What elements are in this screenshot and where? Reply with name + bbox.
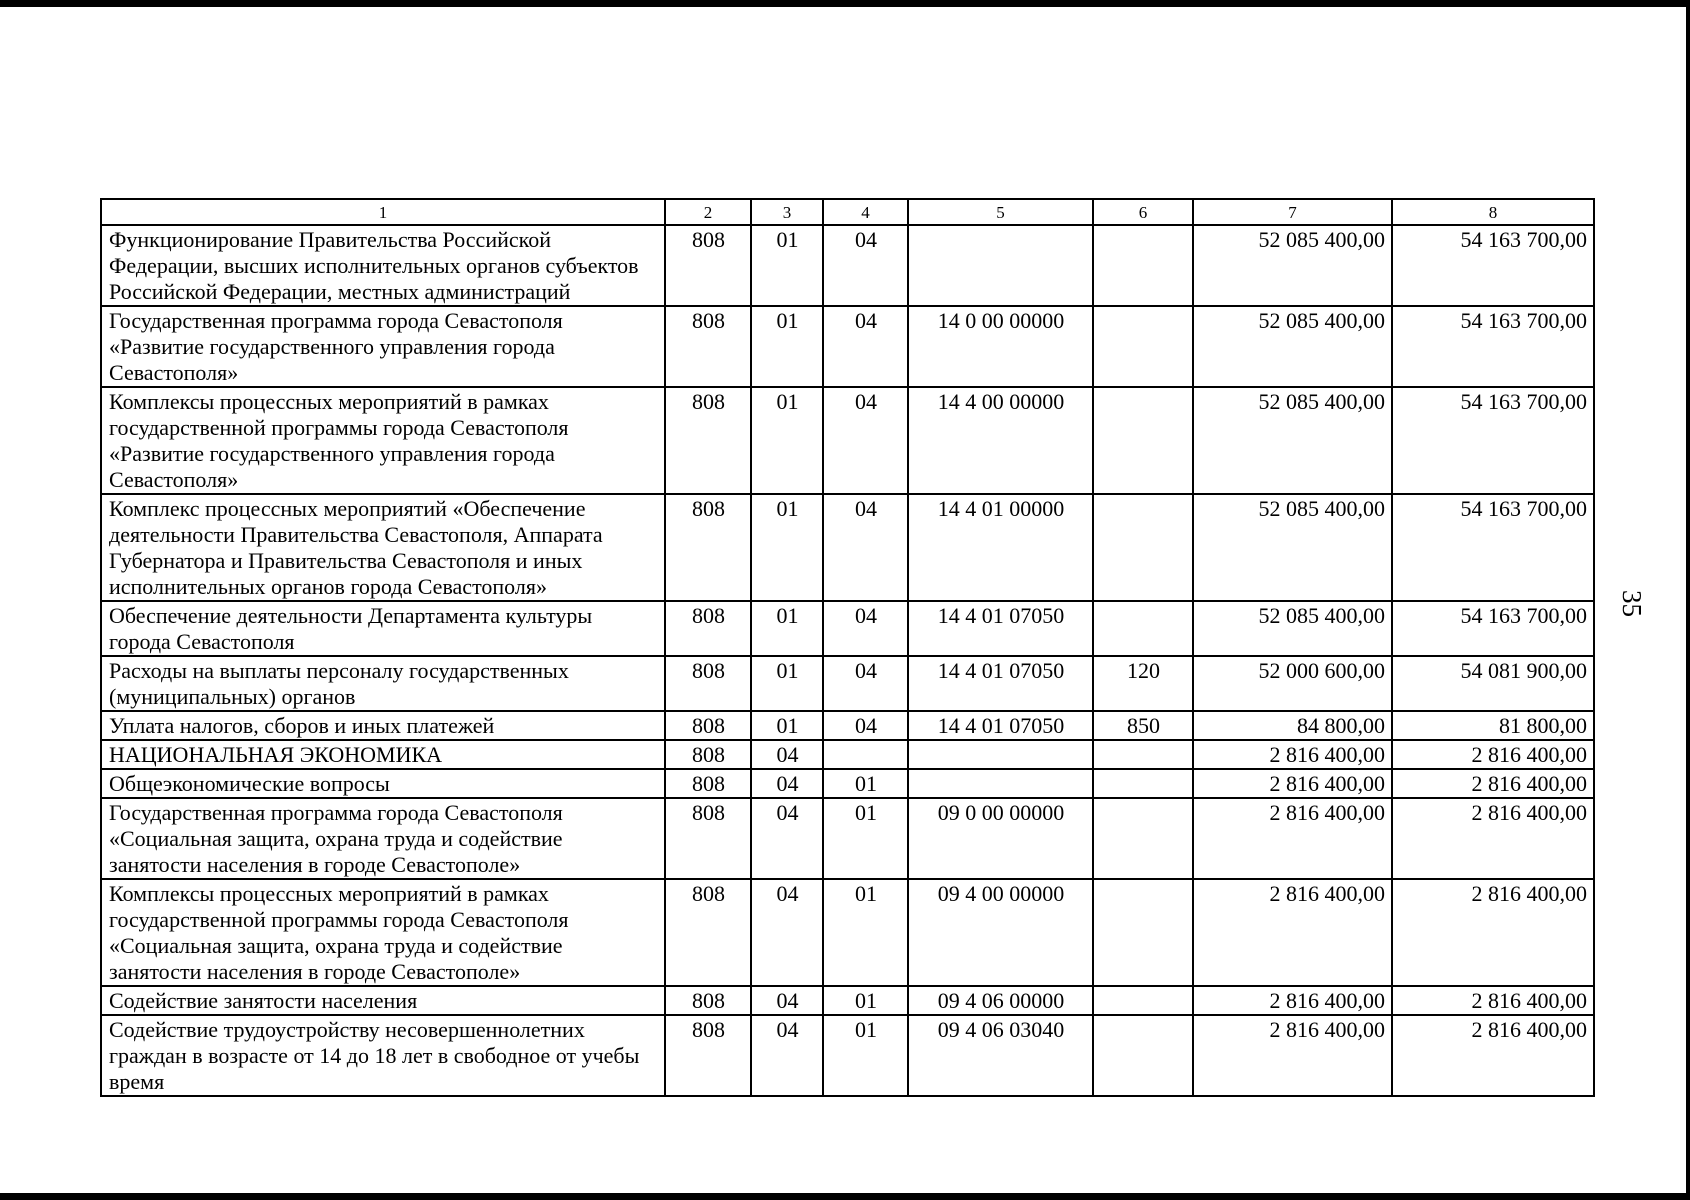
header-cell-1: 1 <box>101 199 665 225</box>
cell-expense-type <box>1093 306 1193 387</box>
cell-amount-1: 52 085 400,00 <box>1193 225 1392 306</box>
cell-target-article: 14 4 01 00000 <box>908 494 1093 601</box>
cell-amount-1: 52 085 400,00 <box>1193 387 1392 494</box>
cell-ministry-code: 808 <box>665 798 751 879</box>
cell-target-article: 14 4 01 07050 <box>908 711 1093 740</box>
cell-expense-type <box>1093 740 1193 769</box>
row-name: Государственная программа города Севастополя «Социальная защита, охрана труда и содействие занятости населения в городе Севастополе» <box>101 798 665 879</box>
cell-expense-type <box>1093 769 1193 798</box>
cell-subsection: 01 <box>823 1015 908 1096</box>
cell-ministry-code: 808 <box>665 711 751 740</box>
row-name: Расходы на выплаты персоналу государственных (муниципальных) органов <box>101 656 665 711</box>
row-name: Функционирование Правительства Российской Федерации, высших исполнительных органов субъектов Российской Федерации, местных администраций <box>101 225 665 306</box>
row-name: Уплата налогов, сборов и иных платежей <box>101 711 665 740</box>
cell-ministry-code: 808 <box>665 494 751 601</box>
cell-amount-2: 2 816 400,00 <box>1392 740 1594 769</box>
cell-amount-2: 2 816 400,00 <box>1392 1015 1594 1096</box>
table-row <box>101 601 1594 656</box>
cell-target-article <box>908 769 1093 798</box>
cell-amount-1: 2 816 400,00 <box>1193 879 1392 986</box>
table-row <box>101 798 1594 879</box>
cell-subsection: 01 <box>823 798 908 879</box>
table-row <box>101 225 1594 306</box>
table-row <box>101 769 1594 798</box>
budget-table <box>100 198 1595 1097</box>
cell-section: 01 <box>751 494 823 601</box>
cell-amount-2: 54 163 700,00 <box>1392 601 1594 656</box>
cell-amount-1: 52 000 600,00 <box>1193 656 1392 711</box>
table-row <box>101 986 1594 1015</box>
cell-section: 01 <box>751 601 823 656</box>
cell-subsection: 04 <box>823 656 908 711</box>
cell-target-article: 14 0 00 00000 <box>908 306 1093 387</box>
cell-target-article: 09 4 00 00000 <box>908 879 1093 986</box>
row-name: НАЦИОНАЛЬНАЯ ЭКОНОМИКА <box>101 740 665 769</box>
cell-section: 04 <box>751 740 823 769</box>
table-row <box>101 740 1594 769</box>
header-cell-3: 3 <box>751 199 823 225</box>
cell-ministry-code: 808 <box>665 769 751 798</box>
cell-section: 01 <box>751 306 823 387</box>
cell-amount-2: 2 816 400,00 <box>1392 986 1594 1015</box>
cell-amount-2: 2 816 400,00 <box>1392 769 1594 798</box>
cell-expense-type <box>1093 601 1193 656</box>
cell-target-article: 09 4 06 00000 <box>908 986 1093 1015</box>
cell-amount-1: 52 085 400,00 <box>1193 494 1392 601</box>
cell-subsection: 04 <box>823 225 908 306</box>
cell-amount-2: 2 816 400,00 <box>1392 879 1594 986</box>
cell-ministry-code: 808 <box>665 740 751 769</box>
cell-amount-1: 2 816 400,00 <box>1193 740 1392 769</box>
cell-amount-2: 54 163 700,00 <box>1392 494 1594 601</box>
cell-subsection: 04 <box>823 494 908 601</box>
table-row <box>101 306 1594 387</box>
cell-amount-1: 52 085 400,00 <box>1193 601 1392 656</box>
cell-amount-1: 84 800,00 <box>1193 711 1392 740</box>
cell-section: 04 <box>751 769 823 798</box>
cell-target-article: 14 4 01 07050 <box>908 601 1093 656</box>
cell-amount-2: 81 800,00 <box>1392 711 1594 740</box>
cell-subsection: 01 <box>823 986 908 1015</box>
table-row <box>101 879 1594 986</box>
cell-target-article <box>908 740 1093 769</box>
cell-section: 01 <box>751 656 823 711</box>
cell-subsection: 01 <box>823 769 908 798</box>
cell-expense-type <box>1093 1015 1193 1096</box>
cell-ministry-code: 808 <box>665 1015 751 1096</box>
cell-ministry-code: 808 <box>665 387 751 494</box>
cell-section: 01 <box>751 225 823 306</box>
cell-target-article: 14 4 00 00000 <box>908 387 1093 494</box>
table-row <box>101 711 1594 740</box>
cell-amount-1: 52 085 400,00 <box>1193 306 1392 387</box>
cell-amount-2: 2 816 400,00 <box>1392 798 1594 879</box>
cell-subsection <box>823 740 908 769</box>
cell-amount-2: 54 163 700,00 <box>1392 225 1594 306</box>
cell-section: 04 <box>751 798 823 879</box>
cell-expense-type <box>1093 986 1193 1015</box>
cell-ministry-code: 808 <box>665 656 751 711</box>
cell-ministry-code: 808 <box>665 601 751 656</box>
table-row <box>101 1015 1594 1096</box>
row-name: Общеэкономические вопросы <box>101 769 665 798</box>
row-name: Комплексы процессных мероприятий в рамках государственной программы города Севастополя «Социальная защита, охрана труда и содействие занятости населения в городе Севастополе» <box>101 879 665 986</box>
row-name: Содействие трудоустройству несовершеннолетних граждан в возрасте от 14 до 18 лет в свободное от учебы время <box>101 1015 665 1096</box>
cell-amount-1: 2 816 400,00 <box>1193 986 1392 1015</box>
cell-amount-2: 54 163 700,00 <box>1392 387 1594 494</box>
header-cell-5: 5 <box>908 199 1093 225</box>
table-body <box>101 225 1594 1096</box>
cell-expense-type <box>1093 387 1193 494</box>
cell-target-article: 09 0 00 00000 <box>908 798 1093 879</box>
header-cell-6: 6 <box>1093 199 1193 225</box>
table-header <box>101 199 1594 225</box>
cell-section: 04 <box>751 879 823 986</box>
cell-subsection: 04 <box>823 387 908 494</box>
cell-amount-1: 2 816 400,00 <box>1193 1015 1392 1096</box>
header-cell-8: 8 <box>1392 199 1594 225</box>
cell-amount-1: 2 816 400,00 <box>1193 798 1392 879</box>
cell-amount-2: 54 081 900,00 <box>1392 656 1594 711</box>
cell-expense-type: 120 <box>1093 656 1193 711</box>
row-name: Государственная программа города Севастополя «Развитие государственного управления города Севастополя» <box>101 306 665 387</box>
cell-subsection: 04 <box>823 306 908 387</box>
header-cell-2: 2 <box>665 199 751 225</box>
cell-ministry-code: 808 <box>665 986 751 1015</box>
cell-subsection: 01 <box>823 879 908 986</box>
cell-ministry-code: 808 <box>665 879 751 986</box>
table-row <box>101 656 1594 711</box>
cell-target-article <box>908 225 1093 306</box>
header-cell-7: 7 <box>1193 199 1392 225</box>
cell-subsection: 04 <box>823 711 908 740</box>
row-name: Комплекс процессных мероприятий «Обеспечение деятельности Правительства Севастополя, Аппарата Губернатора и Правительства Севастополя и иных исполнительных органов города Севастополя» <box>101 494 665 601</box>
row-name: Комплексы процессных мероприятий в рамках государственной программы города Севастополя «Развитие государственного управления города Севастополя» <box>101 387 665 494</box>
row-name: Обеспечение деятельности Департамента культуры города Севастополя <box>101 601 665 656</box>
cell-amount-1: 2 816 400,00 <box>1193 769 1392 798</box>
cell-section: 01 <box>751 711 823 740</box>
cell-expense-type <box>1093 494 1193 601</box>
cell-section: 04 <box>751 1015 823 1096</box>
cell-section: 04 <box>751 986 823 1015</box>
cell-ministry-code: 808 <box>665 306 751 387</box>
cell-section: 01 <box>751 387 823 494</box>
cell-target-article: 14 4 01 07050 <box>908 656 1093 711</box>
cell-target-article: 09 4 06 03040 <box>908 1015 1093 1096</box>
header-cell-4: 4 <box>823 199 908 225</box>
cell-expense-type <box>1093 798 1193 879</box>
row-name: Содействие занятости населения <box>101 986 665 1015</box>
page-number: 35 <box>1617 590 1647 617</box>
cell-expense-type <box>1093 225 1193 306</box>
header-row <box>101 199 1594 225</box>
table-row <box>101 494 1594 601</box>
cell-amount-2: 54 163 700,00 <box>1392 306 1594 387</box>
cell-expense-type: 850 <box>1093 711 1193 740</box>
cell-ministry-code: 808 <box>665 225 751 306</box>
cell-expense-type <box>1093 879 1193 986</box>
table-row <box>101 387 1594 494</box>
cell-subsection: 04 <box>823 601 908 656</box>
